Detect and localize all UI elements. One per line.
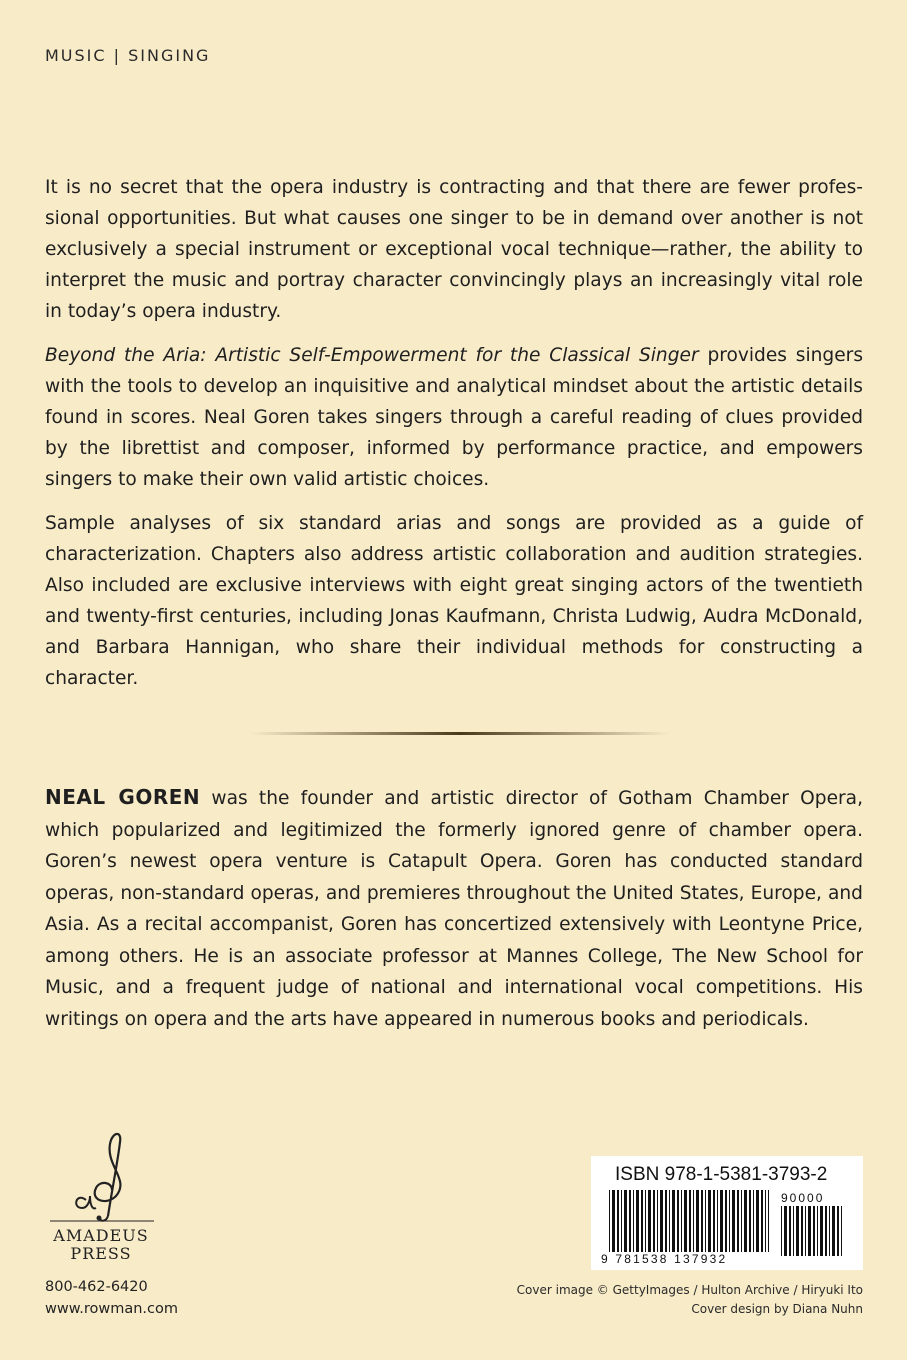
barcode-digits: 9 781538 137932 — [601, 1252, 728, 1266]
isbn-number: ISBN 978-1-5381-3793-2 — [615, 1164, 828, 1185]
publisher-contact — [45, 1276, 178, 1320]
blurb-paragraph-3: Sample analyses of six standard arias and songs are provided as a guide of characterization. Chapters also address artistic collaboration and audition strategies. Also included are exclusive interviews with eight great singing actors of the twentieth and twenty-first centuries, including Jonas Kaufmann, Christa Ludwig, Audra McDonald, and Barbara Hannigan, who share their individual methods for constructing a character. — [45, 513, 863, 689]
blurb-paragraph-2-text: provides singers with the tools to develop an inquisitive and analytical mindset about the artistic details found in scores. Neal Goren takes singers through a careful reading of clues provided by the librettist and composer, informed by performance practice, and empowers singers to make their own valid artistic choices. — [45, 345, 864, 490]
publisher-website: www.rowman.com — [45, 1301, 179, 1317]
author-bio — [45, 782, 863, 1035]
barcode-area — [591, 1156, 863, 1270]
publisher-logo — [42, 1130, 162, 1270]
author-name: NEAL GOREN — [45, 785, 201, 809]
treble-clef-icon — [42, 1130, 162, 1226]
book-title: Beyond the Aria: Artistic Self-Empowerment for the Classical Singer — [45, 345, 699, 366]
blurb-paragraph-2 — [45, 340, 863, 495]
author-bio-text: was the founder and artistic director of Gotham Chamber Opera, which popularized and legitimized the formerly ignored genre of chamber opera. Goren’s newest opera venture is Catapult Opera. Goren has conducted standard operas, non-standard operas, and premieres throughout the United States, Europe, and Asia. As a recital accompanist, Goren has concertized extensively with Leontyne Price, among others. He is an associate professor at Mannes College, The New School for Music, and a frequent judge of national and international vocal competitions. His writings on opera and the arts have appeared in numerous books and periodicals. — [45, 788, 863, 1030]
publisher-phone: 800-462-6420 — [45, 1279, 148, 1295]
price-barcode — [781, 1206, 845, 1256]
publisher-name-line2: PRESS — [70, 1244, 132, 1263]
blurb-paragraph-1: It is no secret that the opera industry is contracting and that there are fewer professional opportunities. But what causes one singer to be in demand over another is not exclusively a special instrument or exceptional vocal technique—rather, the ability to interpret the music and portray character convincingly plays an increasingly vital role in today’s opera industry. — [45, 177, 863, 322]
category-label: MUSIC | SINGING — [45, 46, 211, 65]
cover-image-credit: Cover image © GettyImages / Hulton Archive / Hiryuki Ito — [516, 1283, 863, 1297]
blurb-text — [45, 172, 863, 707]
cover-credits — [517, 1281, 863, 1319]
cover-design-credit: Cover design by Diana Nuhn — [691, 1302, 863, 1316]
publisher-name-line1: AMADEUS — [53, 1226, 149, 1245]
section-divider — [250, 732, 670, 735]
price-code: 90000 — [781, 1191, 825, 1205]
author-bio-paragraph — [45, 782, 863, 1035]
isbn-barcode — [609, 1190, 769, 1252]
